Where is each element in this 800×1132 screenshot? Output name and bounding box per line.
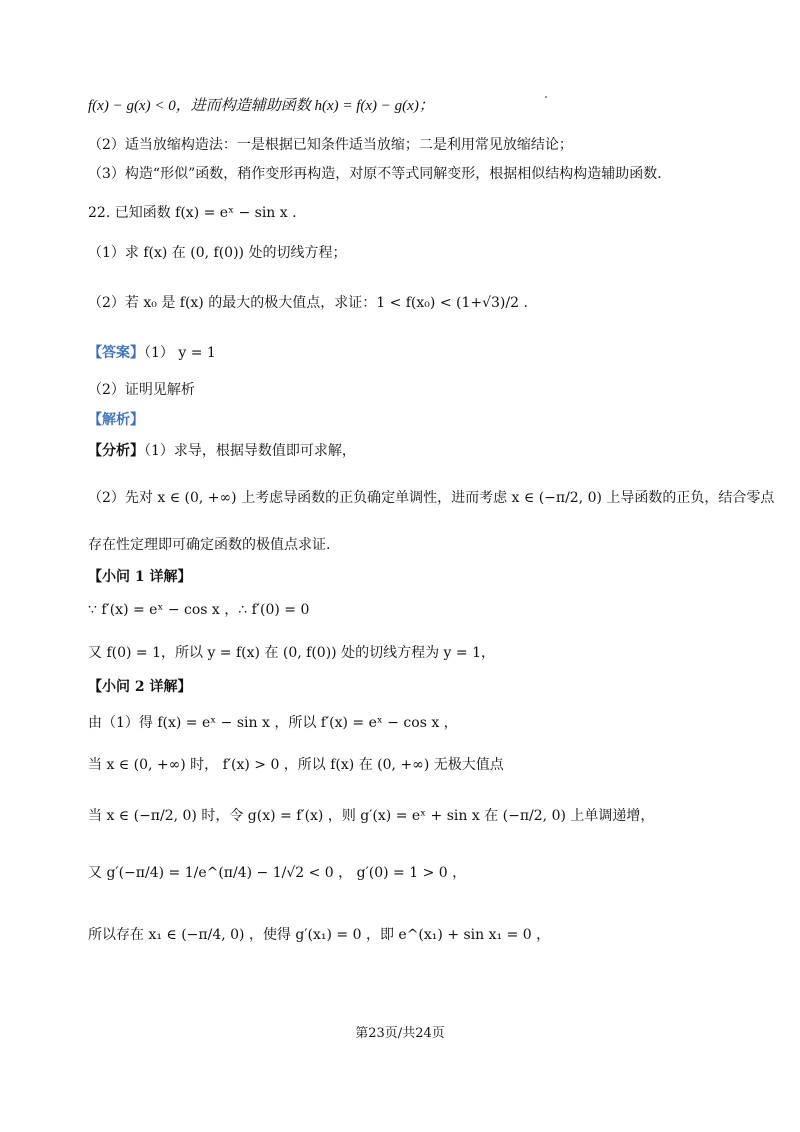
scan-speck xyxy=(545,96,547,98)
answer-part-1: （1） y = 1 xyxy=(144,345,216,361)
page-footer: 第23页/共24页 xyxy=(355,1026,445,1041)
analysis-line-3: 存在性定理即可确定函数的极值点求证. xyxy=(88,537,331,553)
analysis-line-1 xyxy=(88,441,356,461)
problem-22-part-1: （1）求 f(x) 在 (0, f(0)) 处的切线方程； xyxy=(88,245,347,261)
subquestion-2-line-4: 又 g′(−π/4) = 1/e^(π/4) − 1/√2 < 0 ， g′(0) = 1 > 0 ， xyxy=(88,865,467,881)
fenxi-text: （1）求导，根据导数值即可求解， xyxy=(144,443,356,459)
analysis-tag: 【解析】 xyxy=(88,412,144,428)
problem-22-statement: 22. 已知函数 f(x) = eˣ − sin x . xyxy=(88,205,297,221)
subquestion-1-line-1: ∵ f′(x) = eˣ − cos x ，∴ f′(0) = 0 xyxy=(88,602,310,618)
text-line-2: （2）适当放缩构造法：一是根据已知条件适当放缩；二是利用常见放缩结论； xyxy=(88,137,573,153)
subquestion-2-heading: 【小问 2 详解】 xyxy=(88,679,192,695)
answer-part-2: （2）证明见解析 xyxy=(88,382,195,398)
text-line-1: f(x) − g(x) < 0，进而构造辅助函数 h(x) = f(x) − g(x)； xyxy=(88,98,434,114)
analysis-line-2: （2）先对 x ∈ (0, +∞) 上考虑导函数的正负确定单调性，进而考虑 x ∈ (−π/2, 0) 上导函数的正负，结合零点 xyxy=(88,490,775,506)
text-line-3: （3）构造“形似”函数，稍作变形再构造，对原不等式同解变形，根据相似结构构造辅助函数. xyxy=(88,166,662,182)
answer-tag: 【答案】 xyxy=(88,345,144,361)
subquestion-2-line-5: 所以存在 x₁ ∈ (−π/4, 0) ，使得 g′(x₁) = 0 ，即 e^(x₁) + sin x₁ = 0 ， xyxy=(88,927,551,943)
problem-22-part-2: （2）若 x₀ 是 f(x) 的最大的极大值点，求证：1 < f(x₀) < (1+√3)/2 . xyxy=(88,295,528,311)
fenxi-tag: 【分析】 xyxy=(88,443,144,459)
subquestion-2-line-1: 由（1）得 f(x) = eˣ − sin x ，所以 f′(x) = eˣ − cos x ， xyxy=(88,715,458,731)
answer-line xyxy=(88,343,216,363)
subquestion-1-line-2: 又 f(0) = 1，所以 y = f(x) 在 (0, f(0)) 处的切线方程为 y = 1， xyxy=(88,645,495,661)
subquestion-2-line-3: 当 x ∈ (−π/2, 0) 时，令 g(x) = f′(x) ，则 g′(x) = eˣ + sin x 在 (−π/2, 0) 上单调递增， xyxy=(88,808,655,824)
subquestion-2-line-2: 当 x ∈ (0, +∞) 时， f′(x) > 0 ，所以 f(x) 在 (0, +∞) 无极大值点 xyxy=(88,757,504,773)
subquestion-1-heading: 【小问 1 详解】 xyxy=(88,569,192,585)
